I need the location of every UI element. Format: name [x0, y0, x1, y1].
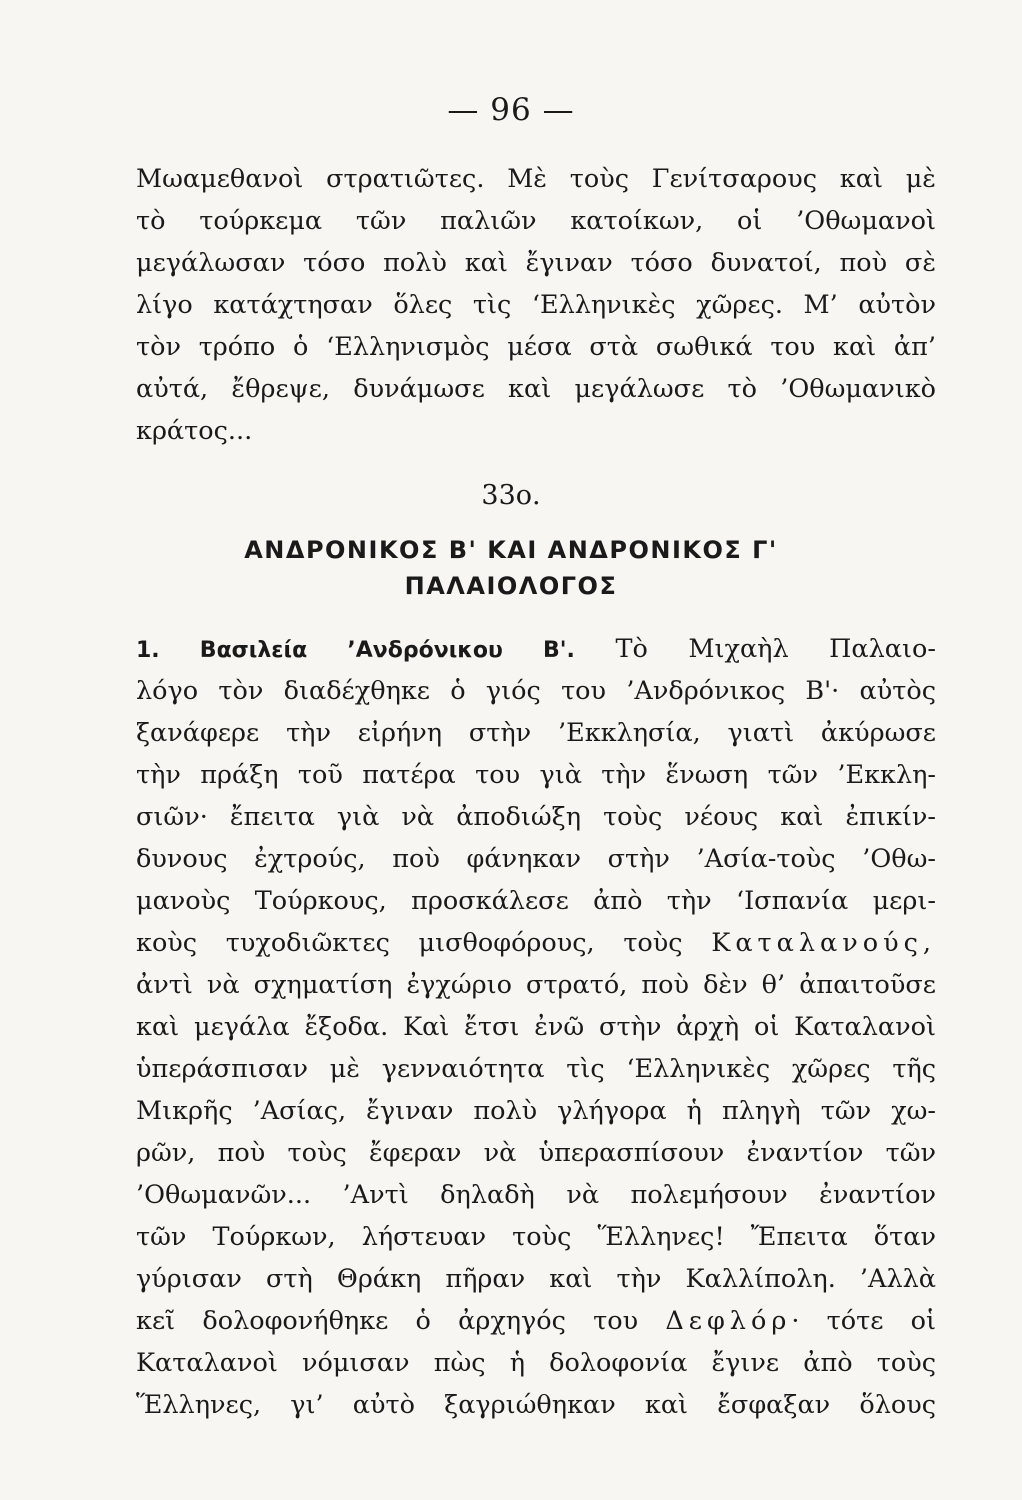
text-line: μεγάλωσαν τόσο πολὺ καὶ ἔγιναν τόσο δυνατοί, ποὺ σὲ: [136, 248, 936, 278]
text-line: τῶν Τούρκων, λήστευαν τοὺς Ἕλληνες! Ἔπειτα ὅταν: [136, 1222, 936, 1252]
page-number: — 96 —: [447, 92, 575, 128]
paragraph-top: [136, 158, 936, 452]
text-line: Μικρῆς ’Ασίας, ἔγιναν πολὺ γλήγορα ἡ πληγὴ τῶν χω-: [136, 1096, 936, 1126]
spaced-name-catalans: Καταλανούς,: [711, 928, 936, 958]
text-line: μανοὺς Τούρκους, προσκάλεσε ἀπὸ τὴν ‘Ισπανία μερι-: [136, 886, 936, 916]
text-fragment: κεῖ δολοφονήθηκε ὁ ἀρχηγός του: [136, 1306, 639, 1336]
text-line: λόγο τὸν διαδέχθηκε ὁ γιός του ’Ανδρόνικος Β'· αὐτὸς: [136, 676, 936, 706]
text-line: λίγο κατάχτησαν ὅλες τὶς ‘Ελληνικὲς χῶρες. Μ’ αὐτὸν: [136, 290, 936, 320]
section-first-line: [136, 628, 936, 670]
text-line: τὸν τρόπο ὁ ‘Ελληνισμὸς μέσα στὰ σωθικά του καὶ ἀπ’: [136, 332, 936, 362]
text-line: γύρισαν στὴ Θράκη πῆραν καὶ τὴν Καλλίπολη. ’Αλλὰ: [136, 1264, 936, 1294]
text-line: καὶ μεγάλα ἔξοδα. Καὶ ἔτσι ἐνῶ στὴν ἀρχὴ οἱ Καταλανοὶ: [136, 1012, 936, 1042]
chapter-number: 33ο.: [481, 480, 541, 511]
text-line: δυνους ἐχτρούς, ποὺ φάνηκαν στὴν ’Ασία-τοὺς ’Οθω-: [136, 844, 936, 874]
spaced-name-deflor: Δεφλόρ: [665, 1306, 792, 1336]
text-line: Καταλανοὶ νόμισαν πὼς ἡ δολοφονία ἔγινε ἀπὸ τοὺς: [136, 1348, 936, 1378]
text-line: τὴν πράξη τοῦ πατέρα του γιὰ τὴν ἕνωση τῶν ’Εκκλη-: [136, 760, 936, 790]
text-line: ἀντὶ νὰ σχηματίση ἐγχώριο στρατό, ποὺ δὲν θ’ ἀπαιτοῦσε: [136, 970, 936, 1000]
text-line-with-name: [136, 1300, 936, 1342]
text-line: τὸ τούρκεμα τῶν παλιῶν κατοίκων, οἱ ’Οθωμανοὶ: [136, 206, 936, 236]
text-line: Μωαμεθανοὶ στρατιῶτες. Μὲ τοὺς Γενίτσαρους καὶ μὲ: [136, 164, 936, 194]
section-first-line-rest: Τὸ Μιχαὴλ Παλαιο-: [574, 634, 936, 664]
text-line: ’Οθωμανῶν... ’Αντὶ δηλαδὴ νὰ πολεμήσουν ἐναντίον: [136, 1180, 936, 1210]
text-line-with-name: [136, 922, 936, 964]
chapter-title-line-1: ΑΝΔΡΟΝΙΚΟΣ Β' ΚΑΙ ΑΝΔΡΟΝΙΚΟΣ Γ': [244, 536, 778, 564]
text-line: ξανάφερε τὴν εἰρήνη στὴν ’Εκκλησία, γιατὶ ἀκύρωσε: [136, 718, 936, 748]
text-fragment: · τότε οἱ: [791, 1306, 936, 1336]
text-line: Ἕλληνες, γι’ αὐτὸ ξαγριώθηκαν καὶ ἔσφαξαν ὅλους: [136, 1390, 936, 1420]
text-line: σιῶν· ἔπειτα γιὰ νὰ ἀποδιώξη τοὺς νέους καὶ ἐπικίν-: [136, 802, 936, 832]
section-heading: 1. Βασιλεία ’Ανδρόνικου Β'.: [136, 638, 575, 663]
text-line: ὑπεράσπισαν μὲ γενναιότητα τὶς ‘Ελληνικὲς χῶρες τῆς: [136, 1054, 936, 1084]
chapter-title-line-2: ΠΑΛΑΙΟΛΟΓΟΣ: [404, 572, 618, 600]
text-fragment: κοὺς τυχοδιῶκτες μισθοφόρους, τοὺς: [136, 928, 683, 958]
text-line: αὐτά, ἔθρεψε, δυνάμωσε καὶ μεγάλωσε τὸ ’Οθωμανικὸ: [136, 374, 936, 404]
section-body: [136, 628, 936, 1426]
text-line: ρῶν, ποὺ τοὺς ἔφεραν νὰ ὑπερασπίσουν ἐναντίον τῶν: [136, 1138, 936, 1168]
text-line: κράτος...: [136, 416, 253, 446]
